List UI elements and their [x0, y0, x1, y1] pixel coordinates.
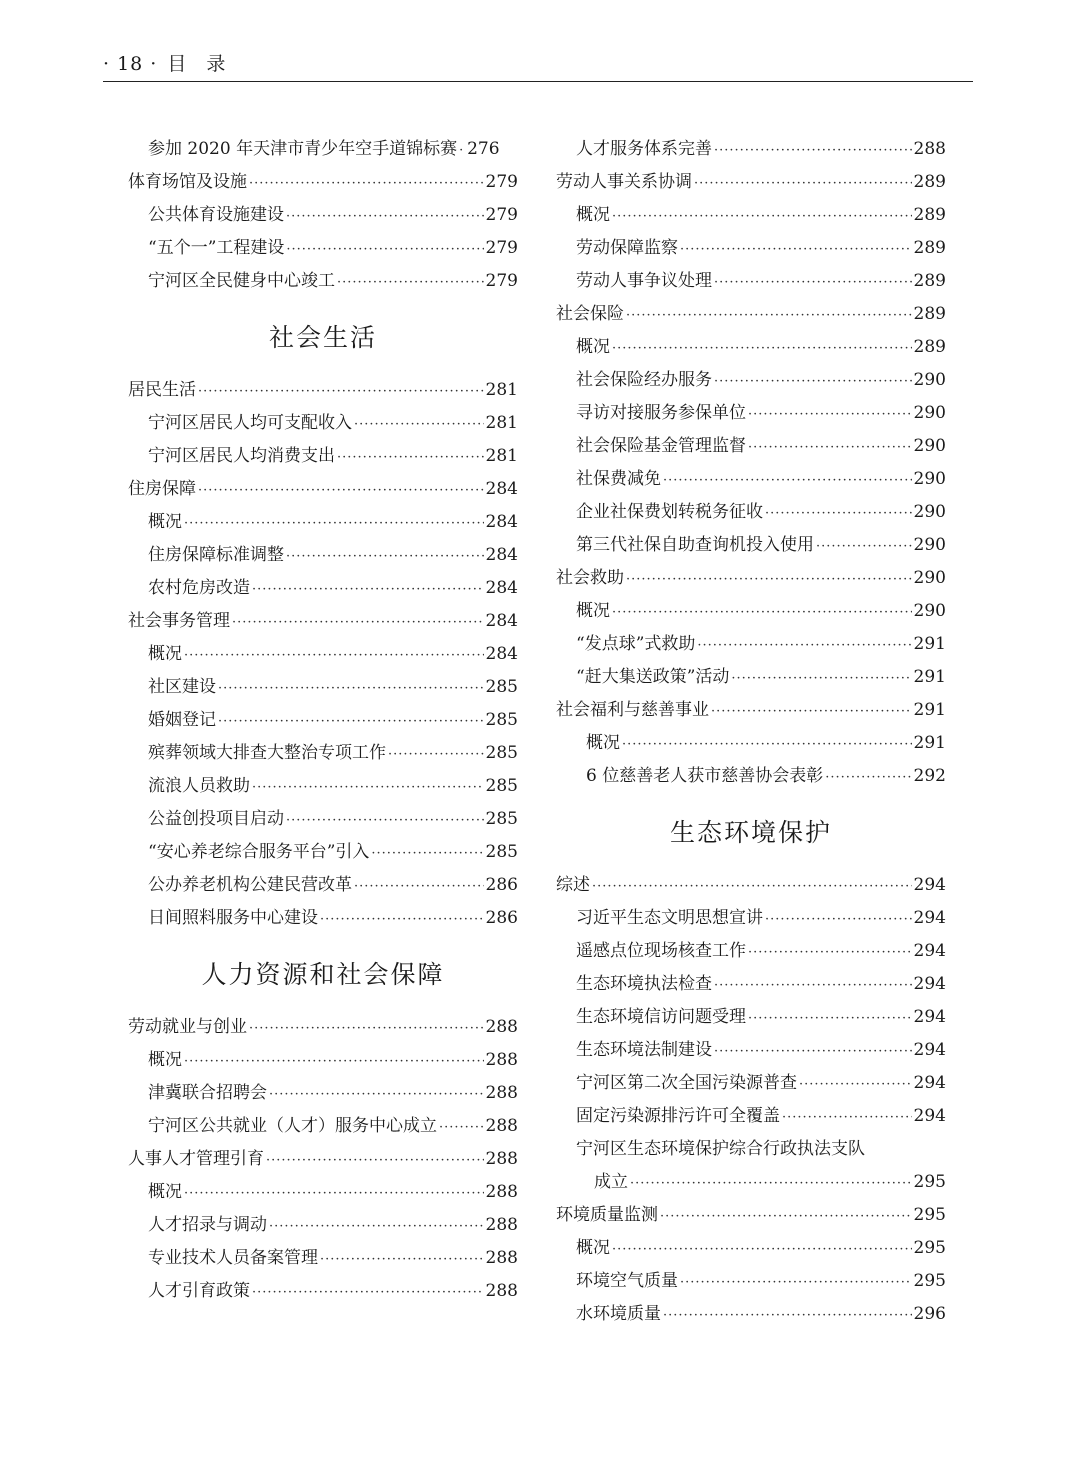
toc-entry-page: 284	[485, 578, 518, 598]
dot-leader	[663, 1299, 912, 1332]
toc-entry-page: 284	[485, 479, 518, 499]
toc-entry-page: 284	[485, 644, 518, 664]
toc-entry-title: 概况	[576, 337, 610, 357]
toc-category-entry[interactable]	[556, 166, 946, 199]
dot-leader	[630, 1167, 912, 1200]
toc-entry-title: 第三代社保自助查询机投入使用	[576, 535, 814, 555]
toc-entry-title: 环境空气质量	[576, 1271, 678, 1291]
dot-leader	[660, 1200, 912, 1233]
toc-category-entry[interactable]	[128, 166, 518, 199]
toc-entry-page: 279	[485, 205, 518, 225]
toc-entry-title: 概况	[148, 512, 182, 532]
toc-entry-title: 社保费减免	[576, 469, 661, 489]
toc-entry-page: 292	[913, 766, 946, 786]
dot-leader	[354, 408, 484, 441]
toc-entry-page: 288	[485, 1083, 518, 1103]
toc-entry[interactable]	[128, 1242, 518, 1275]
dot-leader	[799, 1068, 912, 1101]
dot-leader	[439, 1111, 484, 1144]
dot-leader	[612, 332, 912, 365]
toc-entry-title: 津冀联合招聘会	[148, 1083, 267, 1103]
dot-leader	[622, 728, 912, 761]
dot-leader	[626, 299, 912, 332]
header-rule	[103, 81, 973, 82]
dot-leader	[218, 672, 484, 705]
toc-entry-title: “安心养老综合服务平台”引入	[148, 842, 370, 862]
toc-entry[interactable]	[128, 737, 518, 770]
toc-entry[interactable]	[556, 1100, 946, 1133]
toc-entry-title: 居民生活	[128, 380, 196, 400]
toc-entry-title: 社会保险经办服务	[576, 370, 712, 390]
dot-leader	[612, 200, 912, 233]
toc-entry-title: 遥感点位现场核查工作	[576, 941, 746, 961]
dot-leader	[748, 398, 912, 431]
toc-entry-title: 宁河区第二次全国污染源普查	[576, 1073, 797, 1093]
toc-entry-title: 概况	[576, 205, 610, 225]
toc-entry[interactable]	[556, 430, 946, 463]
toc-entry-title: 公益创投项目启动	[148, 809, 284, 829]
toc-entry[interactable]	[128, 232, 518, 265]
toc-entry-page: 276	[467, 139, 500, 159]
toc-entry-title: 公共体育设施建设	[148, 205, 284, 225]
toc-entry[interactable]	[556, 968, 946, 1001]
toc-entry-title: 宁河区居民人均可支配收入	[148, 413, 352, 433]
dot-leader	[252, 573, 484, 606]
dot-leader	[198, 474, 484, 507]
toc-column-left	[128, 133, 518, 1308]
toc-entry[interactable]	[128, 671, 518, 704]
toc-entry-title: 成立	[594, 1172, 628, 1192]
toc-entry[interactable]	[128, 638, 518, 671]
dot-leader	[825, 761, 911, 794]
toc-entry-title: 概况	[148, 644, 182, 664]
dot-leader	[626, 563, 912, 596]
toc-entry-title: 人才服务体系完善	[576, 139, 712, 159]
toc-entry-title: 习近平生态文明思想宣讲	[576, 908, 763, 928]
toc-entry-page: 279	[485, 271, 518, 291]
dot-leader	[232, 606, 484, 639]
toc-entry-title: 生态环境信访问题受理	[576, 1007, 746, 1027]
dot-leader	[748, 936, 912, 969]
toc-entry-page: 288	[485, 1215, 518, 1235]
toc-entry[interactable]	[128, 902, 518, 935]
toc-entry-page: 286	[485, 875, 518, 895]
dot-leader	[694, 167, 912, 200]
page-number: · 18 ·	[103, 53, 158, 75]
toc-entry-title: “发点球”式救助	[576, 634, 696, 654]
dot-leader	[286, 804, 484, 837]
dot-leader	[612, 596, 912, 629]
toc-entry[interactable]	[556, 1265, 946, 1298]
dot-leader	[252, 771, 484, 804]
toc-entry-title: 日间照料服务中心建设	[148, 908, 318, 928]
toc-entry[interactable]	[556, 902, 946, 935]
toc-entry-title: 社会事务管理	[128, 611, 230, 631]
toc-entry-title: 概况	[148, 1182, 182, 1202]
section-heading: 社会生活	[268, 323, 377, 352]
toc-entry-title: 概况	[148, 1050, 182, 1070]
dot-leader	[714, 969, 912, 1002]
dot-leader	[748, 431, 912, 464]
toc-entry[interactable]	[128, 407, 518, 440]
dot-leader	[765, 497, 912, 530]
toc-entry[interactable]	[128, 803, 518, 836]
running-header	[103, 50, 973, 82]
toc-entry[interactable]	[556, 628, 946, 661]
toc-entry[interactable]	[556, 1133, 946, 1166]
toc-entry-page: 289	[913, 238, 946, 258]
toc-entry-title: 体育场馆及设施	[128, 172, 247, 192]
dot-leader	[184, 1045, 484, 1078]
toc-category-entry[interactable]	[556, 562, 946, 595]
toc-entry[interactable]	[556, 1232, 946, 1265]
toc-entry-page: 294	[913, 941, 946, 961]
toc-entry-page: 291	[913, 700, 946, 720]
toc-entry-page: 281	[485, 446, 518, 466]
toc-entry[interactable]	[128, 704, 518, 737]
toc-entry[interactable]	[556, 727, 946, 760]
dot-leader	[218, 705, 484, 738]
toc-entry-page: 289	[913, 172, 946, 192]
toc-entry[interactable]	[556, 1001, 946, 1034]
toc-entry-page: 291	[913, 733, 946, 753]
toc-entry-page: 294	[913, 974, 946, 994]
toc-entry-title: 社会福利与慈善事业	[556, 700, 709, 720]
toc-entry[interactable]	[128, 506, 518, 539]
toc-entry-page: 295	[913, 1238, 946, 1258]
toc-entry[interactable]	[556, 1298, 946, 1331]
dot-leader	[286, 540, 484, 573]
toc-entry-title: 生态环境法制建设	[576, 1040, 712, 1060]
toc-entry-page: 289	[913, 337, 946, 357]
toc-entry[interactable]	[128, 1176, 518, 1209]
dot-leader	[252, 1276, 484, 1309]
toc-entry-page: 285	[485, 842, 518, 862]
dot-leader	[459, 134, 465, 167]
toc-entry-title: 人才招录与调动	[148, 1215, 267, 1235]
toc-entry-title: 企业社保费划转税务征收	[576, 502, 763, 522]
toc-entry[interactable]	[556, 595, 946, 628]
toc-entry-title: 劳动人事关系协调	[556, 172, 692, 192]
toc-entry[interactable]	[128, 836, 518, 869]
toc-entry-page: 294	[913, 908, 946, 928]
toc-entry-title: 水环境质量	[576, 1304, 661, 1324]
toc-entry[interactable]	[128, 539, 518, 572]
toc-entry[interactable]	[128, 133, 518, 166]
dot-leader	[680, 233, 912, 266]
toc-entry[interactable]	[556, 331, 946, 364]
toc-entry-title: 概况	[576, 1238, 610, 1258]
toc-entry-title: 劳动人事争议处理	[576, 271, 712, 291]
toc-entry-title: 环境质量监测	[556, 1205, 658, 1225]
dot-leader	[286, 200, 484, 233]
toc-entry[interactable]	[556, 935, 946, 968]
toc-entry-page: 289	[913, 205, 946, 225]
toc-entry-title: 生态环境执法检查	[576, 974, 712, 994]
toc-entry-title: 劳动就业与创业	[128, 1017, 247, 1037]
toc-entry[interactable]	[556, 133, 946, 166]
dot-leader	[697, 629, 911, 662]
toc-entry-title: 社区建设	[148, 677, 216, 697]
dot-leader	[714, 134, 912, 167]
toc-entry[interactable]	[128, 199, 518, 232]
toc-entry-title: 6 位慈善老人获市慈善协会表彰	[586, 766, 824, 786]
toc-entry-page: 288	[485, 1050, 518, 1070]
toc-entry-title: 流浪人员救助	[148, 776, 250, 796]
toc-entry-title: 固定污染源排污许可全覆盖	[576, 1106, 780, 1126]
toc-entry-title: 概况	[586, 733, 620, 753]
toc-entry[interactable]	[556, 364, 946, 397]
toc-entry-page: 291	[913, 667, 946, 687]
dot-leader	[184, 1177, 484, 1210]
dot-leader	[269, 1078, 484, 1111]
toc-entry-page: 294	[913, 1073, 946, 1093]
toc-entry[interactable]	[128, 1077, 518, 1110]
toc-entry-page: 279	[485, 238, 518, 258]
dot-leader	[714, 365, 912, 398]
toc-entry-title: 宁河区生态环境保护综合行政执法支队	[576, 1139, 865, 1159]
toc-entry-page: 288	[485, 1248, 518, 1268]
toc-entry-page: 284	[485, 611, 518, 631]
dot-leader	[320, 1243, 484, 1276]
toc-entry-page: 285	[485, 743, 518, 763]
toc-entry[interactable]	[556, 199, 946, 232]
toc-entry-page: 288	[485, 1182, 518, 1202]
toc-entry-page: 285	[485, 809, 518, 829]
toc-entry[interactable]	[556, 1067, 946, 1100]
toc-entry-title: 概况	[576, 601, 610, 621]
toc-entry-page: 281	[485, 413, 518, 433]
toc-entry[interactable]	[128, 1110, 518, 1143]
toc-entry[interactable]	[128, 440, 518, 473]
toc-entry-page: 290	[913, 568, 946, 588]
toc-entry-title: 社会保险基金管理监督	[576, 436, 746, 456]
dot-leader	[249, 167, 484, 200]
dot-leader	[249, 1012, 484, 1045]
dot-leader	[269, 1210, 484, 1243]
toc-entry[interactable]	[556, 232, 946, 265]
toc-entry[interactable]	[556, 265, 946, 298]
section-heading: 人力资源和社会保障	[201, 960, 445, 989]
toc-entry-page: 290	[913, 370, 946, 390]
dot-leader	[354, 870, 484, 903]
toc-entry-title: 殡葬领域大排查大整治专项工作	[148, 743, 386, 763]
toc-entry-title: 人事人才管理引育	[128, 1149, 264, 1169]
toc-entry-title: 宁河区居民人均消费支出	[148, 446, 335, 466]
dot-leader	[714, 1035, 912, 1068]
toc-entry-page: 295	[913, 1271, 946, 1291]
toc-category-entry[interactable]	[128, 605, 518, 638]
toc-entry[interactable]	[128, 869, 518, 902]
toc-entry-page: 289	[913, 271, 946, 291]
dot-leader	[816, 530, 912, 563]
dot-leader	[714, 266, 912, 299]
toc-entry[interactable]	[556, 1166, 946, 1199]
toc-entry-page: 290	[913, 436, 946, 456]
dot-leader	[266, 1144, 484, 1177]
running-title: 目录	[167, 53, 246, 75]
dot-leader	[663, 464, 912, 497]
toc-entry-page: 294	[913, 875, 946, 895]
dot-leader	[184, 639, 484, 672]
toc-entry[interactable]	[128, 770, 518, 803]
dot-leader	[337, 441, 484, 474]
toc-entry-title: 综述	[556, 875, 590, 895]
toc-entry[interactable]	[556, 397, 946, 430]
dot-leader	[711, 695, 912, 728]
toc-entry-page: 294	[913, 1007, 946, 1027]
toc-entry-page: 290	[913, 469, 946, 489]
toc-entry-page: 288	[485, 1281, 518, 1301]
toc-category-entry[interactable]	[128, 473, 518, 506]
toc-entry[interactable]	[128, 1209, 518, 1242]
toc-entry-page: 286	[485, 908, 518, 928]
dot-leader	[184, 507, 484, 540]
toc-entry-page: 288	[913, 139, 946, 159]
dot-leader	[337, 266, 484, 299]
toc-entry-page: 284	[485, 512, 518, 532]
toc-category-entry[interactable]	[556, 869, 946, 902]
toc-entry-title: 婚姻登记	[148, 710, 216, 730]
dot-leader	[371, 837, 483, 870]
toc-entry-title: 住房保障	[128, 479, 196, 499]
dot-leader	[286, 233, 483, 266]
toc-entry-page: 281	[485, 380, 518, 400]
toc-entry[interactable]	[556, 1034, 946, 1067]
dot-leader	[765, 903, 912, 936]
dot-leader	[782, 1101, 912, 1134]
toc-entry-page: 288	[485, 1116, 518, 1136]
toc-entry-page: 294	[913, 1106, 946, 1126]
dot-leader	[198, 375, 484, 408]
toc-entry-title: 专业技术人员备案管理	[148, 1248, 318, 1268]
dot-leader	[680, 1266, 912, 1299]
toc-category-entry[interactable]	[556, 694, 946, 727]
toc-entry-page: 296	[913, 1304, 946, 1324]
toc-entry-title: 寻访对接服务参保单位	[576, 403, 746, 423]
toc-entry[interactable]	[556, 463, 946, 496]
toc-entry-title: “五个一”工程建设	[148, 238, 285, 258]
toc-entry-page: 289	[913, 304, 946, 324]
toc-entry-page: 285	[485, 677, 518, 697]
toc-entry-page: 290	[913, 403, 946, 423]
toc-entry-title: 农村危房改造	[148, 578, 250, 598]
toc-category-entry[interactable]	[556, 298, 946, 331]
toc-entry-title: 劳动保障监察	[576, 238, 678, 258]
toc-entry-page: 288	[485, 1017, 518, 1037]
toc-entry-page: 284	[485, 545, 518, 565]
toc-category-entry[interactable]	[556, 1199, 946, 1232]
toc-entry-page: 295	[913, 1172, 946, 1192]
toc-entry-title: 住房保障标准调整	[148, 545, 284, 565]
dot-leader	[748, 1002, 912, 1035]
toc-entry-page: 288	[485, 1149, 518, 1169]
toc-entry-title: 宁河区公共就业（人才）服务中心成立	[148, 1116, 437, 1136]
toc-entry[interactable]	[556, 496, 946, 529]
toc-entry-page: 290	[913, 601, 946, 621]
toc-entry-page: 294	[913, 1040, 946, 1060]
dot-leader	[612, 1233, 912, 1266]
toc-category-entry[interactable]	[128, 374, 518, 407]
toc-entry[interactable]	[556, 661, 946, 694]
toc-category-entry[interactable]	[128, 1011, 518, 1044]
toc-entry-page: 290	[913, 535, 946, 555]
toc-entry[interactable]	[128, 572, 518, 605]
toc-entry[interactable]	[128, 1044, 518, 1077]
toc-entry-page: 291	[913, 634, 946, 654]
dot-leader	[320, 903, 484, 936]
toc-entry-page: 290	[913, 502, 946, 522]
toc-entry-title: 社会救助	[556, 568, 624, 588]
toc-entry[interactable]	[128, 1275, 518, 1308]
toc-entry-page: 279	[485, 172, 518, 192]
toc-entry-title: 宁河区全民健身中心竣工	[148, 271, 335, 291]
toc-entry-title: 人才引育政策	[148, 1281, 250, 1301]
toc-entry[interactable]	[556, 760, 946, 793]
toc-entry[interactable]	[128, 265, 518, 298]
dot-leader	[731, 662, 911, 695]
dot-leader	[388, 738, 484, 771]
toc-entry-page: 285	[485, 776, 518, 796]
toc-entry-title: 参加 2020 年天津市青少年空手道锦标赛	[148, 139, 458, 159]
toc-category-entry[interactable]	[128, 1143, 518, 1176]
toc-entry[interactable]	[556, 529, 946, 562]
toc-entry-title: 公办养老机构公建民营改革	[148, 875, 352, 895]
section-heading: 生态环境保护	[669, 818, 832, 847]
toc-entry-page: 295	[913, 1205, 946, 1225]
dot-leader	[592, 870, 912, 903]
toc-entry-title: 社会保险	[556, 304, 624, 324]
toc-column-right	[556, 133, 946, 1331]
toc-entry-title: “赶大集送政策”活动	[576, 667, 730, 687]
toc-entry-page: 285	[485, 710, 518, 730]
